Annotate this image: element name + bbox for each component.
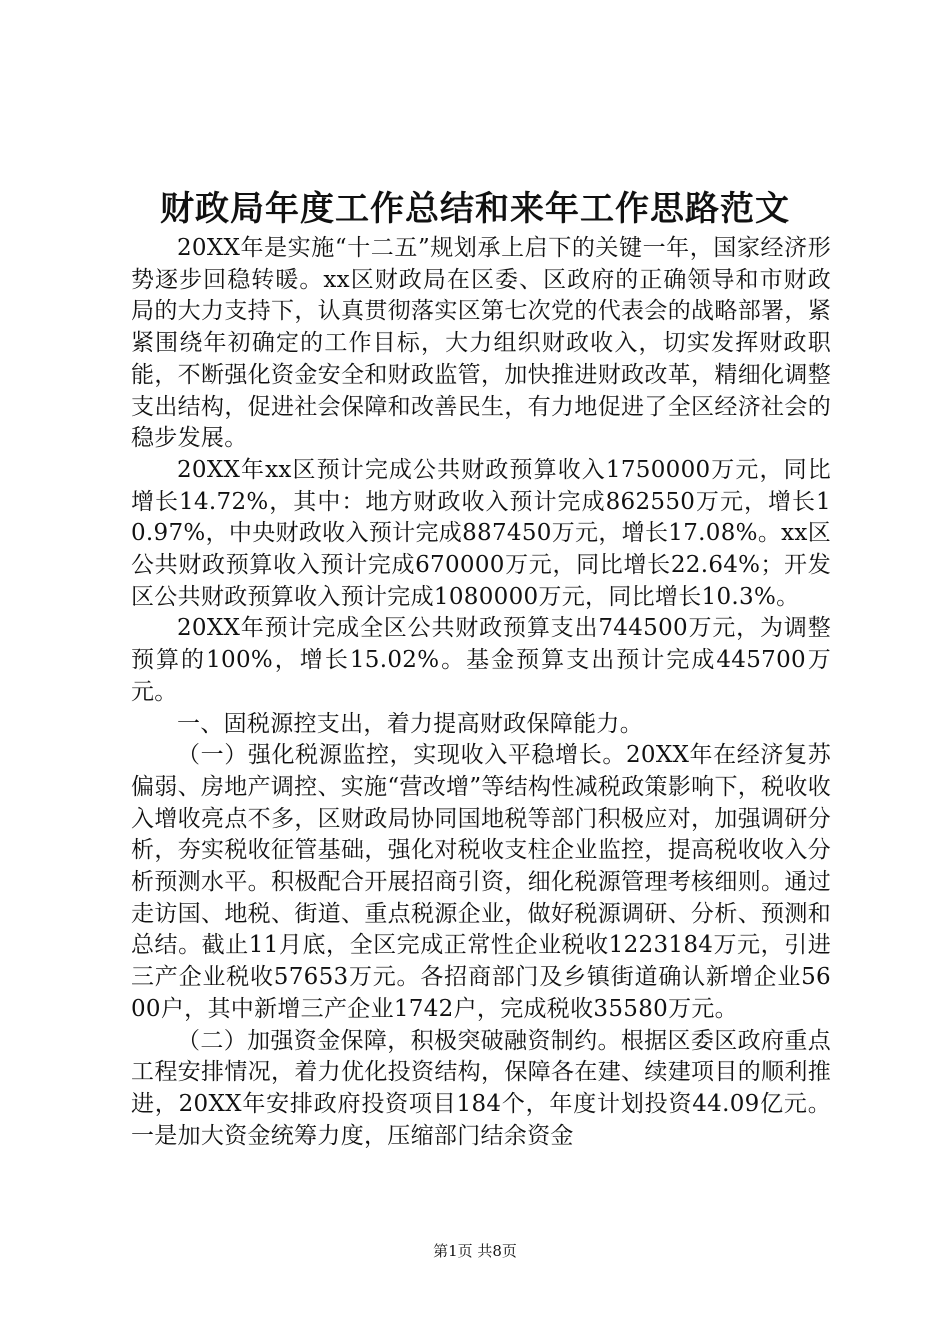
paragraph-tax-monitoring: （一）强化税源监控，实现收入平稳增长。20XX年在经济复苏偏弱、房地产调控、实施“营改增”等结构性减税政策影响下，税收收入增收亮点不多，区财政局协同国地税等部门积极应对，加强调研分析，夯实税收征管基础，强化对税收支柱企业监控，提高税收收入分析预测水平。积极配合开展招商引资，细化税源管理考核细则。通过走访国、地税、街道、重点税源企业，做好税源调研、分析、预测和总结。截止11月底，全区完成正常性企业税收1223184万元，引进三产企业税收57653万元。各招商部门及乡镇街道确认新增企业5600户，其中新增三产企业1742户，完成税收35580万元。 [131,742,831,1022]
paragraph-intro: 20XX年是实施“十二五”规划承上启下的关键一年，国家经济形势逐步回稳转暖。xx区财政局在区委、区政府的正确领导和市财政局的大力支持下，认真贯彻落实区第七次党的代表会的战略部署，紧紧围绕年初确定的工作目标，大力组织财政收入，切实发挥财政职能，不断强化资金安全和财政监管，加快推进财政改革，精细化调整支出结构，促进社会保障和改善民生，有力地促进了全区经济社会的稳步发展。 [131,235,831,452]
document-title: 财政局年度工作总结和来年工作思路范文 [160,189,790,229]
document-body [131,233,831,1152]
section-heading-1: 一、固税源控支出，着力提高财政保障能力。 [177,710,643,737]
paragraph-funding: （二）加强资金保障，积极突破融资制约。根据区委区政府重点工程安排情况，着力优化投资结构，保障各在建、续建项目的顺利推进，20XX年安排政府投资项目184个，年度计划投资44.09亿元。一是加大资金统筹力度，压缩部门结余资金 [131,1027,831,1149]
paragraph-revenue: 20XX年xx区预计完成公共财政预算收入1750000万元，同比增长14.72%，其中：地方财政收入预计完成862550万元，增长10.97%，中央财政收入预计完成887450万元，增长17.08%。xx区公共财政预算收入预计完成670000万元，同比增长22.64%；开发区公共财政预算收入预计完成1080000万元，同比增长10.3%。 [131,456,831,610]
page-footer: 第1页 共8页 [433,1242,517,1260]
paragraph-expenditure: 20XX年预计完成全区公共财政预算支出744500万元，为调整预算的100%，增长15.02%。基金预算支出预计完成445700万元。 [131,615,831,705]
